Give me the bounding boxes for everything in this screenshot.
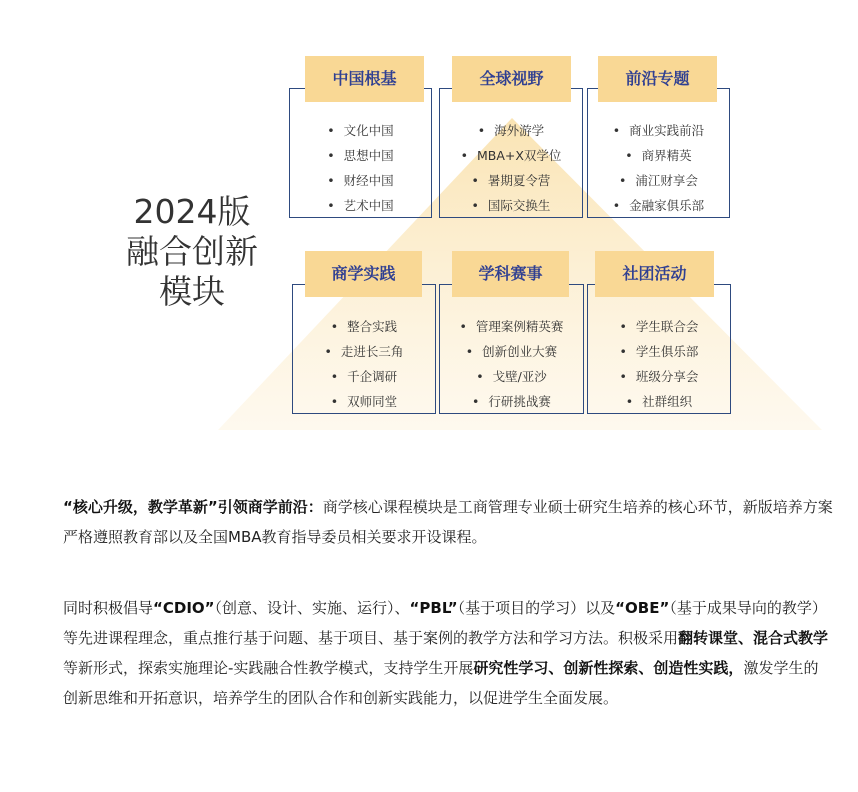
list-item: • 金融家俱乐部 — [587, 193, 730, 218]
teaching-forms-term: 翻转课堂、混合式教学 — [678, 629, 829, 647]
paragraph-text: 商学核心课程模块是工商管理专业硕士研究生培养的核心环节，新版培养方案严格遵照教育部以及全国MBA教育指导委员相关要求开设课程。 — [63, 498, 833, 546]
list-item: • 整合实践 — [292, 314, 436, 339]
module-list — [439, 118, 583, 218]
heading-year-line: 2024版 — [133, 192, 251, 231]
learning-types-term: 研究性学习、创新性探索、创造性实践， — [473, 659, 744, 677]
paragraph-text: （基于成果导向的教学）等先进课程理念，重点推行基于问题、基于项目、基于案例的教学方法和学习方法。积极采用 — [63, 599, 827, 647]
paragraph-text: 激发学生的创新思维和开拓意识，培养学生的团队合作和创新实践能力，以促进学生全面发展。 — [63, 659, 819, 707]
list-item: • 国际交换生 — [439, 193, 583, 218]
list-item: • 千企调研 — [292, 364, 436, 389]
module-list — [587, 118, 730, 218]
list-item: • 思想中国 — [289, 143, 432, 168]
list-item: • 走进长三角 — [292, 339, 436, 364]
paragraph-text: （创意、设计、实施、运行）、 — [214, 599, 410, 617]
pbl-term: “PBL” — [409, 599, 458, 617]
cdio-term: “CDIO” — [153, 599, 215, 617]
paragraph-text: 同时积极倡导 — [63, 599, 154, 617]
paragraph-core-upgrade — [63, 492, 833, 552]
obe-term: “OBE” — [615, 599, 670, 617]
paragraph-bold-lead: “核心升级，教学革新”引领商学前沿： — [63, 498, 323, 516]
list-item: • MBA+X双学位 — [439, 143, 583, 168]
paragraph-text: 等新形式，探索实施理论-实践融合性教学模式，支持学生开展 — [63, 659, 474, 677]
module-list — [289, 118, 432, 218]
list-item: • 管理案例精英赛 — [439, 314, 584, 339]
list-item: • 暑期夏令营 — [439, 168, 583, 193]
list-item: • 商业实践前沿 — [587, 118, 730, 143]
list-item: • 班级分享会 — [587, 364, 731, 389]
module-title: 学科赛事 — [452, 251, 569, 297]
list-item: • 戈壁/亚沙 — [439, 364, 584, 389]
list-item: • 商界精英 — [587, 143, 730, 168]
list-item: • 社群组织 — [587, 389, 731, 414]
module-list — [587, 314, 731, 414]
module-list — [439, 314, 584, 414]
list-item: • 行研挑战赛 — [439, 389, 584, 414]
list-item: • 双师同堂 — [292, 389, 436, 414]
module-title: 中国根基 — [305, 56, 424, 102]
list-item: • 文化中国 — [289, 118, 432, 143]
list-item: • 艺术中国 — [289, 193, 432, 218]
list-item: • 海外游学 — [439, 118, 583, 143]
list-item: • 学生联合会 — [587, 314, 731, 339]
list-item: • 学生俱乐部 — [587, 339, 731, 364]
list-item: • 浦江财享会 — [587, 168, 730, 193]
heading-line-3: 模块 — [159, 272, 225, 311]
module-title: 商学实践 — [305, 251, 422, 297]
list-item: • 创新创业大赛 — [439, 339, 584, 364]
module-title: 社团活动 — [595, 251, 714, 297]
paragraph-text: （基于项目的学习）以及 — [457, 599, 616, 617]
module-heading — [118, 192, 266, 312]
heading-line-2: 融合创新 — [126, 232, 258, 271]
paragraph-teaching-concepts — [63, 593, 833, 713]
list-item: • 财经中国 — [289, 168, 432, 193]
module-title: 全球视野 — [452, 56, 571, 102]
module-title: 前沿专题 — [598, 56, 717, 102]
module-list — [292, 314, 436, 414]
